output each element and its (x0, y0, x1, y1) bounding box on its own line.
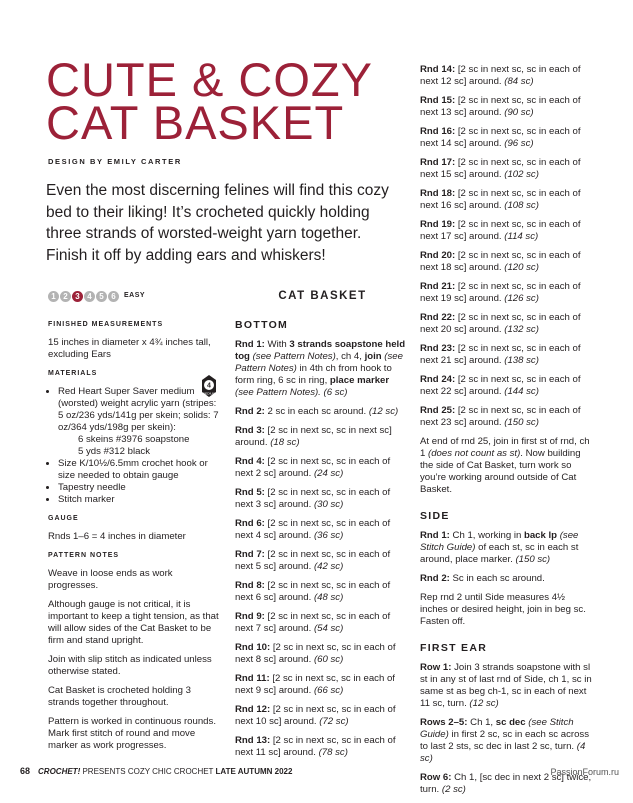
footer-brand: CROCHET! (38, 767, 81, 776)
round-instruction: Rnd 16: [2 sc in next sc, sc in each of next 14 sc] around. (96 sc) (420, 126, 581, 149)
section-title: CAT BASKET (278, 290, 367, 302)
round-instruction: Rnd 9: [2 sc in next sc, sc in each of next 7 sc] around. (54 sc) (235, 611, 391, 634)
skill-dot-5: 5 (96, 291, 107, 302)
finished-measurements-text: 15 inches in diameter x 4¾ inches tall, excluding Ears (48, 337, 211, 360)
round-instruction: Rnd 1: With 3 strands soapstone held tog (see Pattern Notes), ch 4, join (see Pattern Notes) in 4th ch from hook to form ring, 6 sc in ring, place marker (see Pattern Notes). (6 sc) (235, 339, 406, 398)
finished-measurements-heading: FINISHED MEASUREMENTS (48, 321, 164, 328)
round-instruction: Rnd 23: [2 sc in next sc, sc in each of next 21 sc] around. (138 sc) (420, 343, 581, 366)
round-instruction: Rnd 20: [2 sc in next sc, sc in each of next 18 sc] around. (120 sc) (420, 250, 581, 273)
footer-issue: LATE AUTUMN 2022 (215, 767, 293, 776)
round-instruction: Rnd 14: [2 sc in next sc, sc in each of next 12 sc] around. (84 sc) (420, 64, 581, 87)
round-instruction: Rnd 19: [2 sc in next sc, sc in each of next 17 sc] around. (114 sc) (420, 219, 581, 242)
first-ear-heading: FIRST EAR (420, 642, 488, 654)
materials-subitem: 5 yds #312 black (78, 446, 150, 457)
round-instruction: Rnd 10: [2 sc in next sc, sc in each of next 8 sc] around. (60 sc) (235, 642, 396, 665)
side-heading: SIDE (420, 510, 450, 522)
column-left (48, 290, 222, 759)
column-right (420, 64, 595, 803)
skill-dot-6: 6 (108, 291, 119, 302)
round-instruction: Rnd 25: [2 sc in next sc, sc in each of next 23 sc] around. (150 sc) (420, 405, 581, 428)
skill-label: EASY (124, 292, 146, 299)
materials-item: • Stitch marker (58, 494, 222, 506)
materials-subitem: 6 skeins #3976 soapstone (78, 434, 190, 445)
round-instruction: Rnd 6: [2 sc in next sc, sc in each of next 4 sc] around. (36 sc) (235, 518, 391, 541)
title-line-2: CAT BASKET (46, 96, 345, 149)
title-line-1: CUTE & COZY (46, 53, 373, 106)
round-instruction: Rnd 12: [2 sc in next sc, sc in each of next 10 sc] around. (72 sc) (235, 704, 396, 727)
pattern-note: Pattern is worked in continuous rounds. Mark first stitch of round and move marker as work progresses. (48, 716, 216, 751)
yarn-weight-icon (200, 374, 218, 398)
page-number: 68 (20, 766, 31, 776)
materials-heading: MATERIALS (48, 370, 98, 377)
yarn-weight-label: MEDIUM (202, 391, 216, 396)
bottom-heading: BOTTOM (235, 319, 289, 331)
skill-dot-1: 1 (48, 291, 59, 302)
round-instruction: Rnd 11: [2 sc in next sc, sc in each of next 9 sc] around. (66 sc) (235, 673, 395, 696)
round-instruction: Rnd 13: [2 sc in next sc, sc in each of next 11 sc] around. (78 sc) (235, 735, 396, 758)
round-instruction: Rnd 4: [2 sc in next sc, sc in each of next 2 sc] around. (24 sc) (235, 456, 391, 479)
pattern-note: Cat Basket is crocheted holding 3 strands together throughout. (48, 685, 191, 708)
column-middle (235, 290, 410, 766)
watermark: PassionForum.ru (550, 767, 619, 777)
round-instruction: Rnd 22: [2 sc in next sc, sc in each of next 20 sc] around. (132 sc) (420, 312, 581, 335)
row-instruction: Rows 2–5: Ch 1, sc dec (see Stitch Guide) in first 2 sc, sc in each sc across to last 2 sts, sc dec in last 2 sc, turn. (4 sc) (420, 717, 590, 764)
materials-item: • Tapestry needle (58, 482, 222, 494)
skill-dot-2: 2 (60, 291, 71, 302)
page-footer (20, 766, 292, 776)
yarn-weight-number: 4 (207, 382, 211, 390)
pattern-notes-heading: PATTERN NOTES (48, 552, 120, 559)
skill-dot-4: 4 (84, 291, 95, 302)
round-instruction: Rnd 7: [2 sc in next sc, sc in each of next 5 sc] around. (42 sc) (235, 549, 391, 572)
row-instruction: Row 6: Ch 1, [sc dec in next 2 sc] twice, turn. (2 sc) (420, 772, 592, 795)
round-instruction: Rnd 18: [2 sc in next sc, sc in each of next 16 sc] around. (108 sc) (420, 188, 581, 211)
bottom-end-note: At end of rnd 25, join in first st of rnd, ch 1 (does not count as st). Now building the side of Cat Basket, turn work so you’re working around outside of Cat Basket. (420, 436, 590, 495)
pattern-note: Join with slip stitch as indicated unless otherwise stated. (48, 654, 212, 677)
materials-list (48, 386, 222, 506)
pattern-note: Weave in loose ends as work progresses. (48, 568, 173, 591)
round-instruction: Rnd 24: [2 sc in next sc, sc in each of next 22 sc] around. (144 sc) (420, 374, 581, 397)
row-instruction: Row 1: Join 3 strands soapstone with sl st in any st of last rnd of Side, ch 1, sc in same st as beg ch-1, sc in each of next 11 sc, turn. (12 sc) (420, 662, 592, 709)
footer-publication: COZY CHIC CROCHET (127, 767, 216, 776)
pattern-note: Although gauge is not critical, it is important to keep a tight tension, as that will allow sides of the Cat Basket to be firm and stand upright. (48, 599, 219, 646)
repeat-instruction: Rep rnd 2 until Side measures 4½ inches or desired height, join in beg sc. Fasten off. (420, 592, 586, 627)
round-instruction: Rnd 17: [2 sc in next sc, sc in each of next 15 sc] around. (102 sc) (420, 157, 581, 180)
gauge-text: Rnds 1–6 = 4 inches in diameter (48, 531, 186, 542)
round-instruction: Rnd 1: Ch 1, working in back lp (see Stitch Guide) of each st, sc in each st around, place marker. (150 sc) (420, 530, 579, 565)
round-instruction: Rnd 2: 2 sc in each sc around. (12 sc) (235, 406, 399, 417)
intro-paragraph: Even the most discerning felines will find this cozy bed to their liking! It’s crocheted quickly holding three strands of worsted-weight yarn together. Finish it off by adding ears and whiskers! (46, 182, 389, 264)
round-instruction: Rnd 8: [2 sc in next sc, sc in each of next 6 sc] around. (48 sc) (235, 580, 391, 603)
round-instruction: Rnd 3: [2 sc in next sc, sc in next sc] around. (18 sc) (235, 425, 392, 448)
gauge-heading: GAUGE (48, 515, 79, 522)
round-instruction: Rnd 15: [2 sc in next sc, sc in each of next 13 sc] around. (90 sc) (420, 95, 581, 118)
round-instruction: Rnd 2: Sc in each sc around. (420, 573, 545, 584)
materials-item: • Size K/10½/6.5mm crochet hook or size needed to obtain gauge (58, 458, 222, 482)
round-instruction: Rnd 21: [2 sc in next sc, sc in each of next 19 sc] around. (126 sc) (420, 281, 581, 304)
round-instruction: Rnd 5: [2 sc in next sc, sc in each of next 3 sc] around. (30 sc) (235, 487, 391, 510)
footer-presents: PRESENTS (80, 767, 128, 776)
designer-byline: DESIGN BY EMILY CARTER (48, 157, 182, 166)
page-title (46, 53, 406, 149)
skill-dot-3-selected: 3 (72, 291, 83, 302)
materials-item: • Red Heart Super Saver medium (worsted) weight acrylic yarn (stripes: 5 oz/236 yds/141g per skein; solids: 7 oz/364 yds/198g per skein): 6 skeins #3976 soapstone 5 yds #312 black (58, 386, 222, 458)
skill-level (48, 290, 222, 302)
